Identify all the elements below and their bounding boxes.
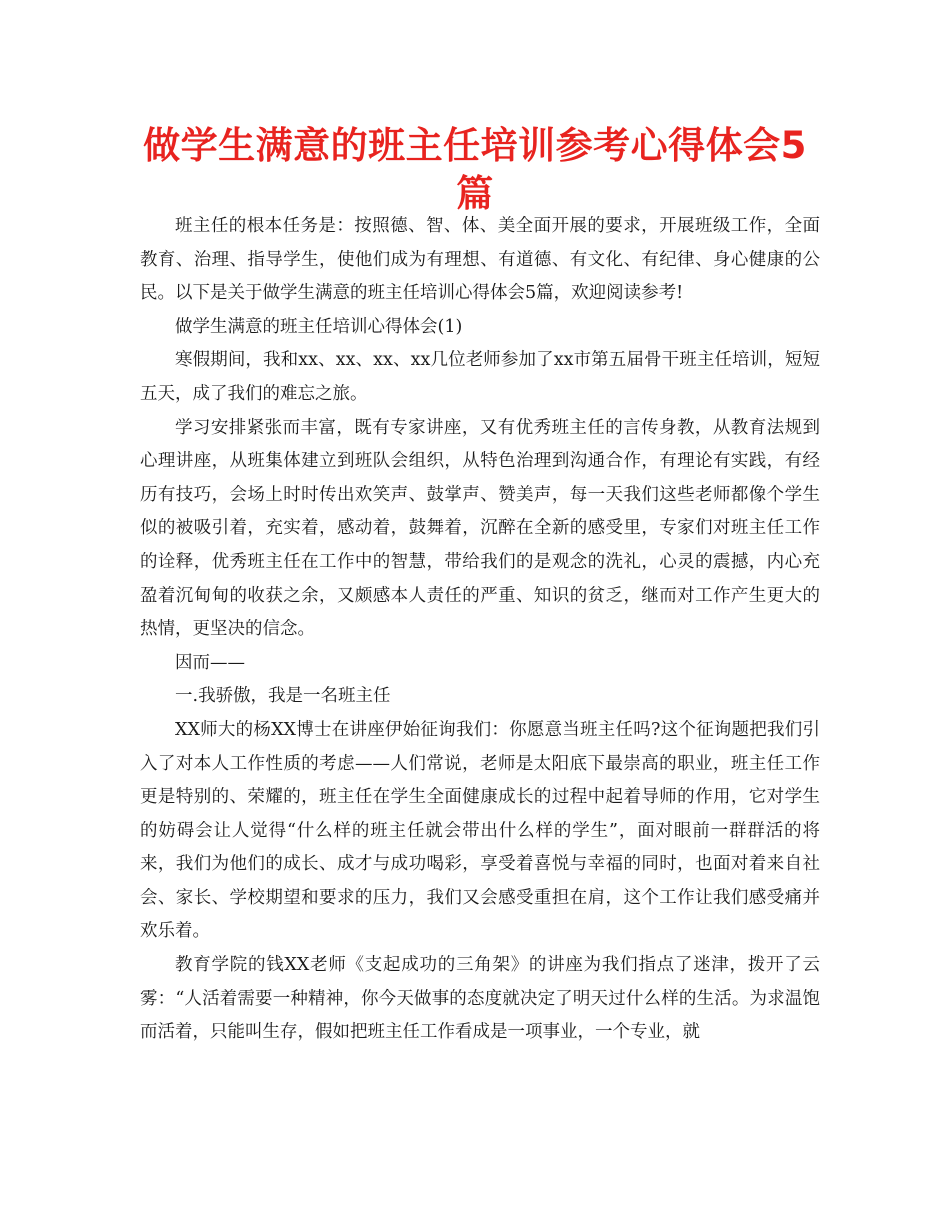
paragraph: 因而—— [175, 652, 245, 673]
paragraph: 寒假期间，我和xx、xx、xx、xx几位老师参加了xx市第五届骨干班主任培训，短短五天，成了我们的难忘之旅。 [140, 350, 820, 404]
document-title: 做学生满意的班主任培训参考心得体会5篇 [143, 124, 807, 215]
document-body [140, 210, 820, 1050]
paragraph: XX师大的杨XX博士在讲座伊始征询我们：你愿意当班主任吗?这个征询题把我们引入了对本人工作性质的考虑——人们常说，老师是太阳底下最崇高的职业，班主任工作更是特别的、荣耀的，班主任在学生全面健康成长的过程中起着导师的作用，它对学生的妨碍会让人觉得“什么样的班主任就会带出什么样的学生”，面对眼前一群群活的将来，我们为他们的成长、成才与成功喝彩，享受着喜悦与幸福的同时，也面对着来自社会、家长、学校期望和要求的压力，我们又会感受重担在肩，这个工作让我们感受痛并欢乐着。 [140, 719, 820, 942]
paragraph: 教育学院的钱XX老师《支起成功的三角架》的讲座为我们指点了迷津，拨开了云雾：“人活着需要一种精神，你今天做事的态度就决定了明天过什么样的生活。为求温饱而活着，只能叫生存，假如把班主任工作看成是一项事业，一个专业，就 [140, 955, 820, 1043]
paragraph-subheading: 一.我骄傲，我是一名班主任 [175, 686, 391, 707]
paragraph-section-heading: 做学生满意的班主任培训心得体会(1) [175, 316, 463, 337]
paragraph: 学习安排紧张而丰富，既有专家讲座，又有优秀班主任的言传身教，从教育法规到心理讲座，从班集体建立到班队会组织，从特色治理到沟通合作，有理论有实践，有经历有技巧，会场上时时传出欢笑声、鼓掌声、赞美声，每一天我们这些老师都像个学生似的被吸引着，充实着，感动着，鼓舞着，沉醉在全新的感受里，专家们对班主任工作的诠释，优秀班主任在工作中的智慧，带给我们的是观念的洗礼，心灵的震撼，内心充盈着沉甸甸的收获之余，又颇感本人责任的严重、知识的贫乏，继而对工作产生更大的热情，更坚决的信念。 [140, 417, 820, 640]
paragraph-intro: 班主任的根本任务是：按照德、智、体、美全面开展的要求，开展班级工作，全面教育、治理、指导学生，使他们成为有理想、有道德、有文化、有纪律、身心健康的公民。以下是关于做学生满意的班主任培训心得体会5篇，欢迎阅读参考! [140, 216, 820, 304]
